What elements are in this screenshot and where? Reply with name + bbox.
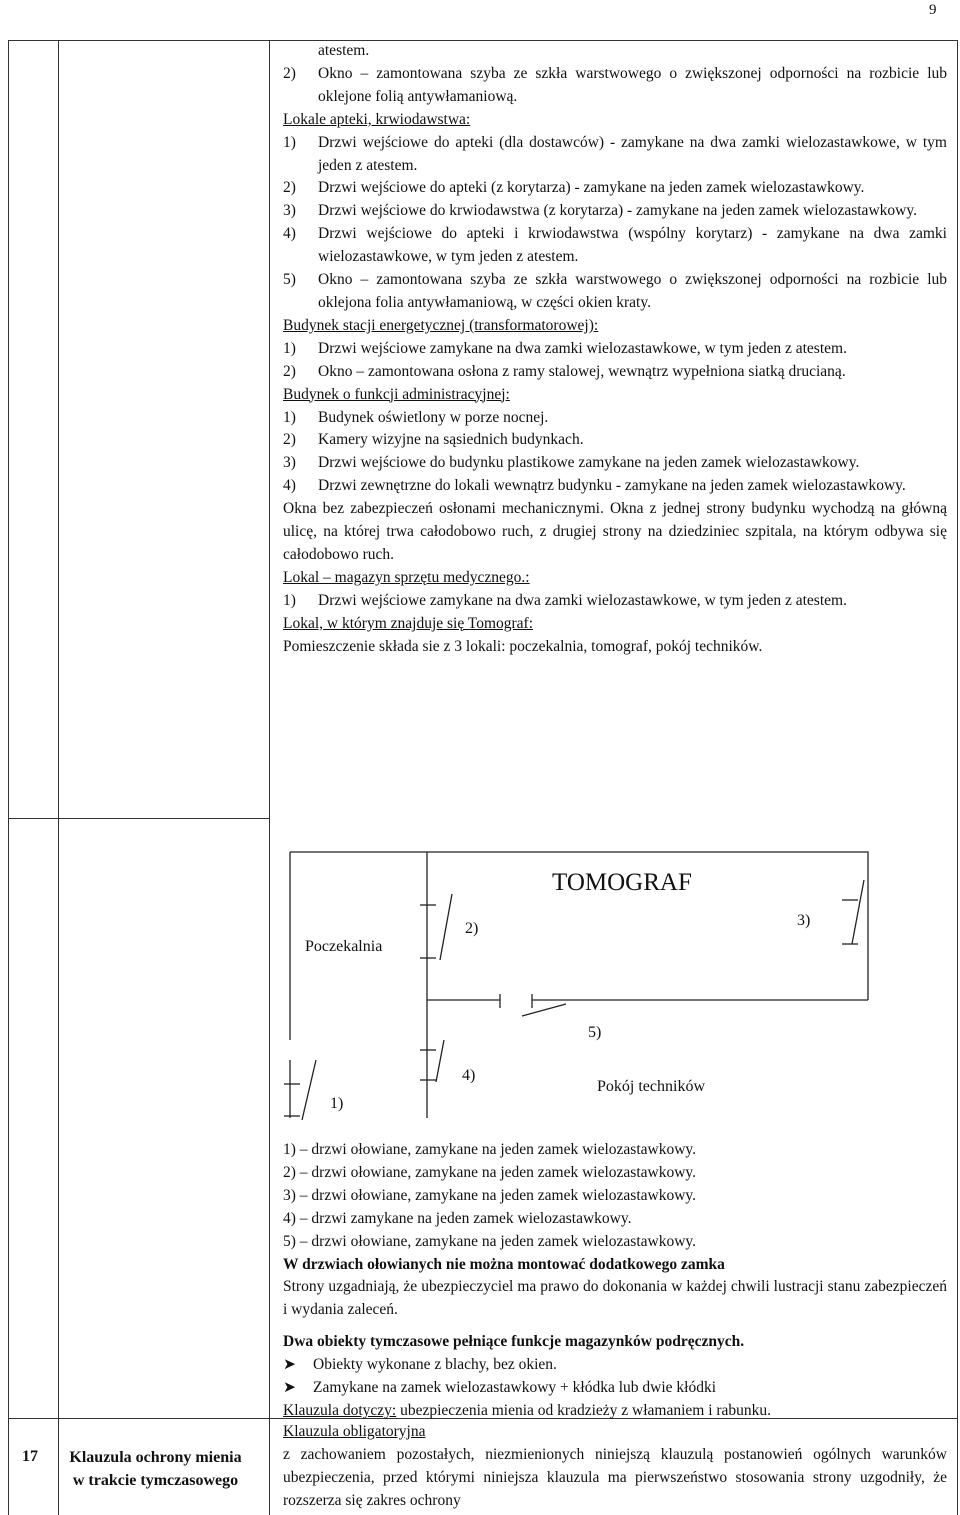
arrow-bullet-icon: ➤ [283, 1379, 296, 1397]
bullet-text: Zamykane na zamek wielozastawkowy + kłódka lub dwie kłódki [313, 1379, 717, 1397]
arrow-bullet-icon: ➤ [283, 1356, 296, 1374]
door-label-2: 2) [465, 920, 479, 937]
door-label-1: 1) [330, 1095, 344, 1112]
list-item [283, 429, 947, 452]
door-label-4: 4) [462, 1067, 476, 1084]
list-item-number: 2) [283, 362, 296, 380]
page-number: 9 [929, 2, 937, 18]
legend-item: 2) – drzwi ołowiane, zamykane na jeden zamek wielozastawkowy. [283, 1163, 697, 1181]
bullet-item [283, 1354, 947, 1377]
list-item-number: 5) [283, 271, 296, 289]
inspection-paragraph: Strony uzgadniają, że ubezpieczyciel ma prawo do dokonania w każdej chwili lustracji stanu zabezpieczeń i wydania zaleceń. [283, 1278, 947, 1319]
list-item-text: Okno – zamontowana szyba ze szkła warstwowego o zwiększonej odporności na rozbicie lub oklejona folia antywłamaniową, w części okien kraty. [318, 271, 947, 311]
klauzula-dotyczy [283, 1400, 947, 1423]
table-border-col2 [269, 40, 270, 1515]
list-item-text: Drzwi wejściowe do apteki (z korytarza) - zamykane na jeden zamek wielozastawkowy. [318, 179, 865, 197]
list-item-number: 1) [283, 339, 296, 357]
list-item-number: 4) [283, 477, 296, 495]
poczekalnia-label: Poczekalnia [305, 938, 383, 955]
list-item-text: Drzwi zewnętrzne do lokali wewnątrz budynku - zamykane na jeden zamek wielozastawkowy. [318, 477, 906, 495]
door-1-leaf [302, 1060, 316, 1120]
list-item-text: Okno – zamontowana szyba ze szkła warstwowego o zwiększonej odporności na rozbicie lub oklejone folią antywłamaniową. [318, 64, 947, 105]
legend-item: 3) – drzwi ołowiane, zamykane na jeden zamek wielozastawkowy. [283, 1186, 697, 1204]
legend-item: 1) – drzwi ołowiane, zamykane na jeden zamek wielozastawkowy. [283, 1141, 697, 1158]
list-item-number: 3) [283, 454, 296, 472]
list-item-text: Drzwi wejściowe do budynku plastikowe zamykane na jeden zamek wielozastawkowy. [318, 454, 860, 472]
list-item [283, 475, 947, 498]
door-label-3: 3) [797, 912, 811, 929]
list-item [283, 177, 947, 200]
paragraph: Okna bez zabezpieczeń osłonami mechanicznymi. Okna z jednej strony budynku wychodzą na główną ulicę, na której trwa całodobowo ruch, z drugiej strony na dziedziniec szpitala, na którym odbywa się całodobowo ruch. [283, 500, 947, 563]
list-item-number: 1) [283, 133, 296, 151]
list-item-text: Drzwi wejściowe zamykane na dwa zamki wielozastawkowe, w tym jeden z atestem. [318, 339, 847, 357]
row-number-17: 17 [22, 1448, 38, 1465]
list-item [283, 200, 947, 223]
section-heading: Lokal – magazyn sprzętu medycznego.: [283, 568, 530, 586]
list-item [283, 361, 947, 384]
tomograf-label: TOMOGRAF [552, 869, 692, 896]
diagram-legend [283, 1139, 947, 1423]
door-3-leaf [852, 880, 864, 944]
obligatory-clause-heading: Klauzula obligatoryjna [283, 1423, 426, 1440]
security-description [283, 40, 947, 658]
legend-item: 4) – drzwi zamykane na jeden zamek wielozastawkowy. [283, 1209, 632, 1227]
door-2-leaf [440, 894, 452, 960]
legend-item: 5) – drzwi ołowiane, zamykane na jeden zamek wielozastawkowy. [283, 1232, 697, 1250]
door-label-5: 5) [588, 1024, 602, 1041]
list-item-number: 1) [283, 591, 296, 609]
bullet-text: Obiekty wykonane z blachy, bez okien. [313, 1356, 557, 1374]
list-item [283, 407, 947, 430]
list-item-text: Drzwi wejściowe do apteki i krwiodawstwa (wspólny korytarz) - zamykane na dwa zamki wielozastawkowe, w tym jeden z atestem. [318, 225, 947, 266]
list-item [283, 63, 947, 109]
table-border-right [957, 40, 958, 1515]
list-item-text: Okno – zamontowana osłona z ramy stalowej, wewnątrz wypełniona siatką drucianą. [318, 362, 846, 380]
list-item [283, 452, 947, 475]
list-item-number: 2) [283, 179, 296, 197]
list-item-number: 4) [283, 225, 296, 243]
pokoj-technikow-label: Pokój techników [597, 1078, 705, 1095]
row-17-title: Klauzula ochrony mienia w trakcie tymczasowego [69, 1449, 242, 1489]
paragraph: Pomieszczenie składa sie z 3 lokali: poczekalnia, tomograf, pokój techników. [283, 637, 763, 655]
section-heading: Lokale apteki, krwiodawstwa: [283, 110, 471, 128]
lead-door-warning: W drzwiach ołowianych nie można montować dodatkowego zamka [283, 1255, 725, 1273]
list-item-text: Drzwi wejściowe do krwiodawstwa (z korytarza) - zamykane na jeden zamek wielozastawkowy. [318, 202, 917, 220]
list-item-number: 3) [283, 202, 296, 220]
list-item-text: Budynek oświetlony w porze nocnej. [318, 408, 549, 426]
table-row-divider [8, 818, 270, 819]
list-item-text: Drzwi wejściowe do apteki (dla dostawców) - zamykane na dwa zamki wielozastawkowe, w tym jeden z atestem. [318, 133, 947, 174]
klauzula-text: ubezpieczenia mienia od kradzieży z włamaniem i rabunku. [396, 1401, 772, 1419]
list-item [283, 223, 947, 269]
list-item [283, 132, 947, 178]
klauzula-label: Klauzula dotyczy: [283, 1401, 397, 1419]
list-item-number: 2) [283, 64, 296, 82]
list-item-text: Kamery wizyjne na sąsiednich budynkach. [318, 431, 584, 449]
door-4-leaf [436, 1040, 444, 1082]
section-heading: Budynek o funkcji administracyjnej: [283, 385, 510, 403]
list-item [283, 590, 947, 613]
list-item-text: Drzwi wejściowe zamykane na dwa zamki wielozastawkowe, w tym jeden z atestem. [318, 591, 847, 609]
door-5-leaf [522, 1004, 566, 1016]
list-item-number: 1) [283, 408, 296, 426]
row-17-text: z zachowaniem pozostałych, niezmienionych niniejszą klauzulą postanowień ogólnych warunków ubezpieczenia, przed którymi niniejsza klauzula ma pierwszeństwo stosowania strony uzgodniły, że rozszerza się zakres ochrony [283, 1445, 947, 1509]
row-17-content [283, 1421, 947, 1513]
section-heading: Lokal, w którym znajduje się Tomograf: [283, 614, 534, 632]
list-item [283, 269, 947, 315]
table-border-col1 [58, 40, 59, 1515]
table-border-left [8, 40, 9, 1515]
continued-text: atestem. [318, 42, 370, 59]
bullet-item [283, 1377, 947, 1400]
list-item [283, 338, 947, 361]
section-heading: Budynek stacji energetycznej (transformatorowej): [283, 316, 599, 334]
list-item-number: 2) [283, 431, 296, 449]
temporary-objects-heading: Dwa obiekty tymczasowe pełniące funkcje magazynków podręcznych. [283, 1333, 745, 1351]
